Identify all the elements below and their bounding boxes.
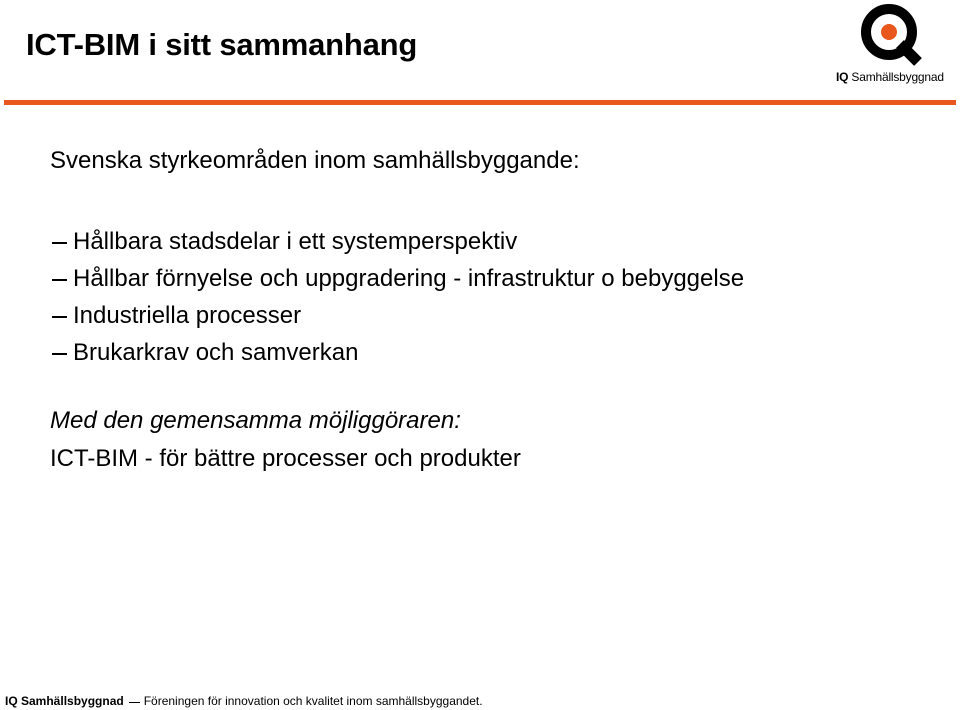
footer xyxy=(5,694,483,708)
closing-plain-line: ICT-BIM - för bättre processer och produkter xyxy=(50,445,521,472)
dash-bullet-icon xyxy=(52,316,67,318)
dash-bullet-icon xyxy=(52,353,67,355)
bullet-text: Industriella processer xyxy=(73,302,302,329)
logo-prefix: IQ xyxy=(836,70,849,84)
intro-text: Svenska styrkeområden inom samhällsbyggande: xyxy=(50,147,580,174)
dash-bullet-icon xyxy=(52,242,67,244)
footer-brand: IQ Samhällsbyggnad xyxy=(5,694,124,708)
list-item xyxy=(52,223,744,260)
closing-italic-line: Med den gemensamma möjliggöraren: xyxy=(50,407,461,434)
header-divider xyxy=(4,100,956,105)
closing-statement xyxy=(50,402,521,478)
dash-bullet-icon xyxy=(52,279,67,281)
list-item xyxy=(52,297,744,334)
slide-title: ICT-BIM i sitt sammanhang xyxy=(26,27,418,62)
logo-name: Samhällsbyggnad xyxy=(851,70,944,84)
bullet-text: Hållbar förnyelse och uppgradering - infrastruktur o bebyggelse xyxy=(73,265,745,292)
footer-tagline: Föreningen för innovation och kvalitet inom samhällsbyggandet. xyxy=(143,694,483,708)
organization-logo xyxy=(836,0,948,90)
list-item xyxy=(52,260,744,297)
bullet-text: Hållbara stadsdelar i ett systemperspektiv xyxy=(73,228,518,255)
bullet-text: Brukarkrav och samverkan xyxy=(73,339,359,366)
logo-wordmark xyxy=(836,70,944,84)
footer-dash-icon xyxy=(129,702,140,703)
bullet-list xyxy=(52,223,744,371)
iq-logo-icon xyxy=(856,0,928,68)
list-item xyxy=(52,334,744,371)
